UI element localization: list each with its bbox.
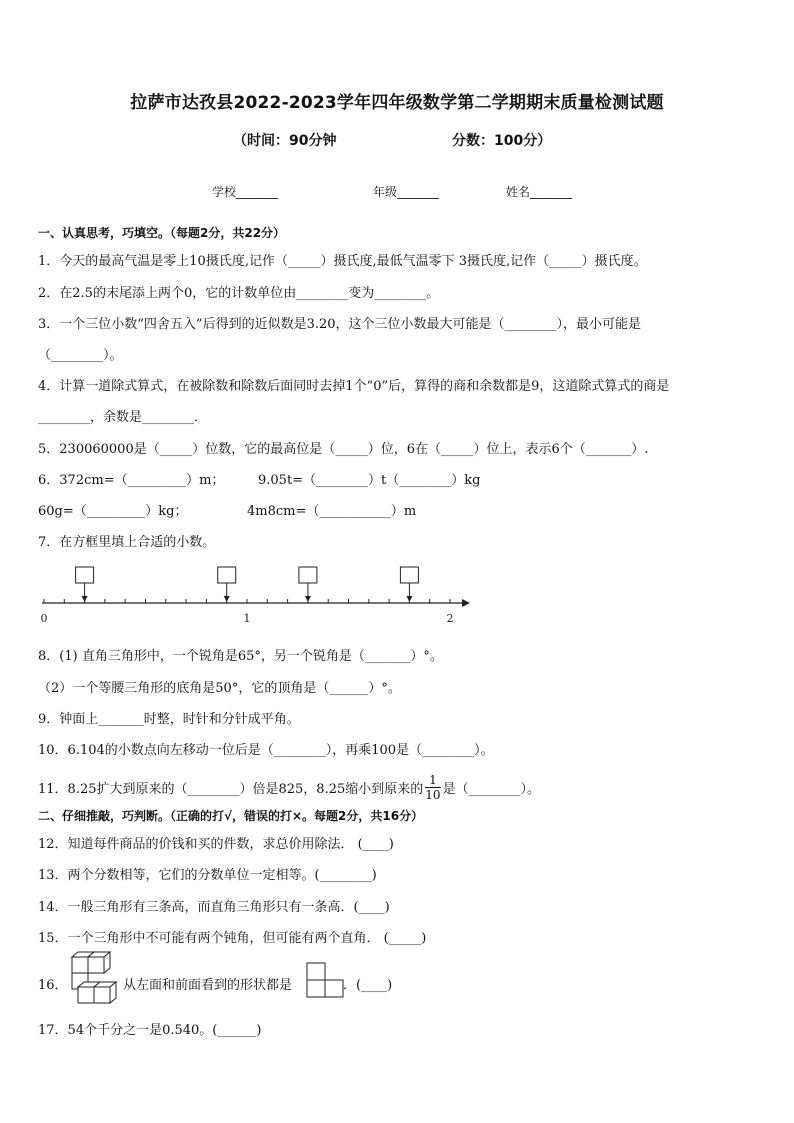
question-16-number: 16． bbox=[38, 978, 68, 993]
question-16-end: ．(____) bbox=[343, 978, 393, 993]
number-line-arrow bbox=[462, 599, 470, 607]
number-line-label: 2 bbox=[446, 612, 454, 625]
question-6-part-1: 6．372cm=（_________）m； bbox=[38, 473, 225, 488]
answer-pointer-head bbox=[82, 596, 88, 602]
cube-stack-figure bbox=[66, 951, 124, 1007]
section-2-heading: 二、仔细推敲，巧判断。（正确的打√，错误的打×。每题2分，共16分） bbox=[38, 809, 424, 823]
fraction-numerator: 1 bbox=[425, 773, 440, 788]
answer-pointer-head bbox=[224, 596, 230, 602]
answer-box bbox=[76, 567, 94, 583]
question-6-part-2: 9.05t=（________）t（________）kg bbox=[258, 473, 481, 488]
answer-pointer-head bbox=[406, 596, 412, 602]
question-11-end: 是（________）。 bbox=[442, 782, 541, 797]
section-1-heading: 一、认真思考，巧填空。（每题2分，共22分） bbox=[38, 226, 286, 240]
question-1: 1．今天的最高气温是零上10摄氏度,记作（_____）摄氏度,最低气温零下 3摄氏度,记作（_____）摄氏度。 bbox=[38, 254, 647, 269]
answer-pointer-head bbox=[305, 596, 311, 602]
question-4-cont: ________，余数是________． bbox=[38, 410, 208, 425]
question-2: 2．在2.5的末尾添上两个0，它的计数单位由________变为________。 bbox=[38, 286, 440, 301]
question-7: 7．在方框里填上合适的小数。 bbox=[38, 535, 216, 550]
question-6-part-3: 60g=（_________）kg； bbox=[38, 504, 188, 519]
question-3-cont: （________）。 bbox=[38, 348, 123, 363]
answer-box bbox=[400, 567, 418, 583]
question-10: 10．6.104的小数点向左移动一位后是（________），再乘100是（________）。 bbox=[38, 743, 494, 758]
question-14: 14．一般三角形有三条高，而直角三角形只有一条高．(____) bbox=[38, 900, 390, 915]
question-4: 4．计算一道除式算式，在被除数和除数后面同时去掉1个“0”后，算得的商和余数都是9，这道除式算式的商是 bbox=[38, 379, 670, 394]
number-line-label: 0 bbox=[40, 612, 48, 625]
view-shape-figure bbox=[306, 962, 346, 998]
answer-box bbox=[299, 567, 317, 583]
fraction-one-tenth bbox=[425, 773, 440, 802]
question-6-part-4: 4m8cm=（___________）m bbox=[247, 504, 417, 519]
exam-title: 拉萨市达孜县2022-2023学年四年级数学第二学期期末质量检测试题 bbox=[130, 93, 664, 113]
exam-score: 分数：100分） bbox=[452, 133, 552, 149]
fraction-denominator: 10 bbox=[425, 788, 441, 802]
question-8-part-2: （2）一个等腰三角形的底角是50°，它的顶角是（______）°。 bbox=[38, 681, 401, 696]
question-12: 12．知道每件商品的价钱和买的件数，求总价用除法． (____) bbox=[38, 837, 394, 852]
name-field: 姓名_______ bbox=[506, 185, 573, 199]
question-13: 13．两个分数相等，它们的分数单位一定相等。(________) bbox=[38, 868, 377, 883]
question-17: 17．54个千分之一是0.540。(______) bbox=[38, 1023, 262, 1038]
question-15: 15．一个三角形中不可能有两个钝角，但可能有两个直角． (_____) bbox=[38, 931, 427, 946]
question-9: 9．钟面上_______时整，时针和分针成平角。 bbox=[38, 712, 300, 727]
question-11-text: 11．8.25扩大到原来的（________）倍是825，8.25缩小到原来的 bbox=[38, 782, 424, 797]
question-3: 3．一个三位小数“四舍五入”后得到的近似数是3.20，这个三位小数最大可能是（________），最小可能是 bbox=[38, 317, 642, 332]
number-line-figure bbox=[0, 555, 794, 630]
number-line-label: 1 bbox=[243, 612, 251, 625]
question-16-text: 从左面和前面看到的形状都是 bbox=[123, 978, 293, 993]
answer-box bbox=[218, 567, 236, 583]
question-5: 5．230060000是（_____）位数，它的最高位是（_____）位，6在（_____）位上，表示6个（_______）. bbox=[38, 442, 649, 457]
question-11 bbox=[38, 775, 540, 804]
school-field: 学校_______ bbox=[212, 185, 279, 199]
exam-time: （时间：90分钟 bbox=[233, 133, 337, 149]
question-8-part-1: 8．(1) 直角三角形中，一个锐角是65°，另一个锐角是（_______）°。 bbox=[38, 649, 443, 664]
grade-field: 年级_______ bbox=[373, 185, 440, 199]
